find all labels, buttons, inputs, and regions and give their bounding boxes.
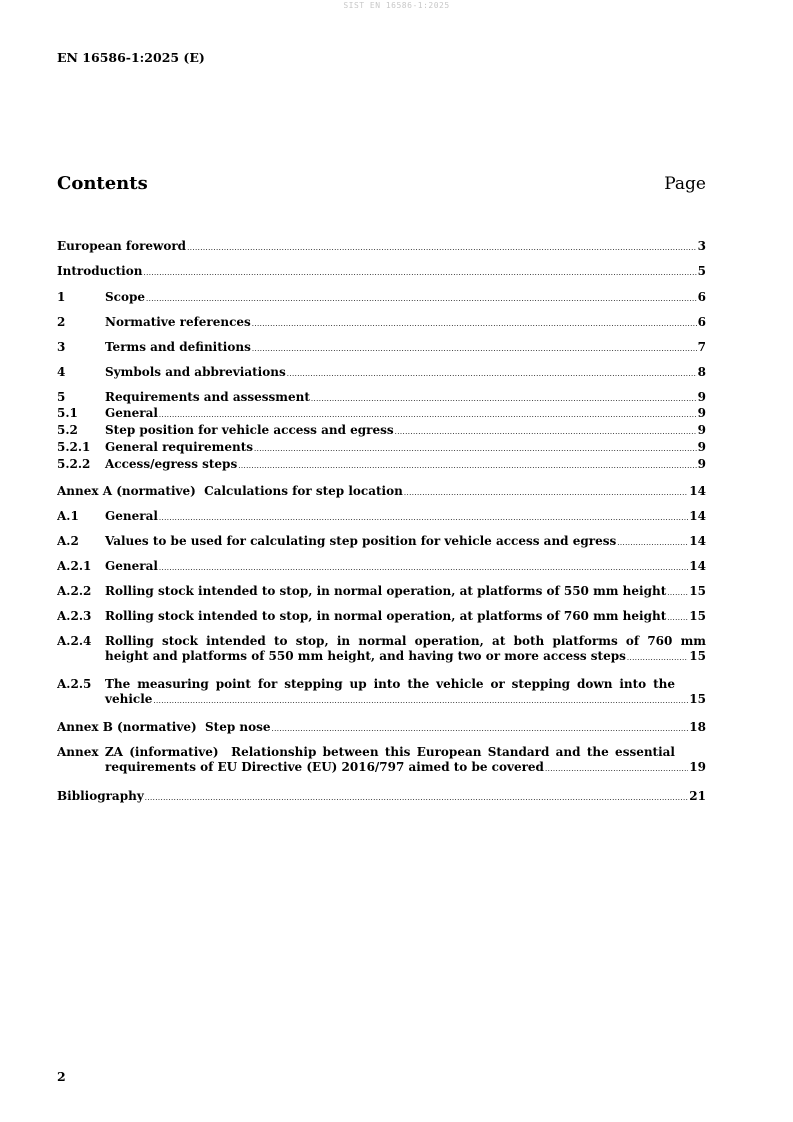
toc-entry-a-2-1-general[interactable] [57, 559, 706, 576]
toc-title-line-1: Rolling stock intended to stop, in normal operation, at both platforms of 760 mm [105, 634, 706, 648]
contents-header [57, 173, 706, 194]
toc-entry-a-1-general[interactable] [57, 509, 706, 526]
toc-page: 6 [697, 315, 706, 329]
toc-page: 9 [697, 457, 706, 471]
toc-leader-dots [252, 342, 697, 357]
toc-page: 14 [689, 534, 706, 548]
toc-title: Introduction [57, 264, 143, 278]
toc-title-line-2: requirements of EU Directive (EU) 2016/797 aimed to be covered [105, 760, 544, 774]
toc-page: 15 [689, 609, 706, 623]
toc-entry-normative-references[interactable] [57, 315, 706, 332]
toc-number: 5.1 [57, 406, 78, 420]
toc-number: 1 [57, 290, 66, 304]
toc-number: 5.2 [57, 423, 78, 437]
toc-title: European foreword [57, 239, 187, 253]
toc-page: 14 [689, 559, 706, 573]
toc-entry-a-2-4-both-platforms[interactable] [57, 634, 706, 666]
toc-number: 5.2.2 [57, 457, 91, 471]
toc-entry-general-5-1[interactable] [57, 406, 706, 423]
toc-leader-dots [146, 292, 697, 307]
toc-number: 5 [57, 390, 66, 404]
toc-number: 3 [57, 340, 66, 354]
toc-title: Annex B (normative) Step nose [57, 720, 271, 734]
toc-entry-a-2-3-platforms-760[interactable] [57, 609, 706, 626]
toc-title: Annex A (normative) Calculations for step location [57, 484, 403, 498]
toc-title: Scope [105, 290, 146, 304]
toc-title-line-1: The measuring point for stepping up into the vehicle or stepping down into the [105, 677, 675, 691]
toc-leader-dots [404, 486, 688, 501]
toc-entry-general-requirements[interactable] [57, 440, 706, 457]
toc-leader-dots [667, 611, 688, 626]
toc-title: Step position for vehicle access and egress [105, 423, 394, 437]
toc-leader-dots [252, 317, 697, 332]
toc-title: Values to be used for calculating step position for vehicle access and egress [105, 534, 617, 548]
toc-leader-dots [617, 536, 688, 551]
toc-leader-dots [153, 694, 688, 709]
toc-page: 6 [697, 290, 706, 304]
toc-page: 9 [697, 390, 706, 404]
toc-number: A.2.5 [57, 677, 92, 691]
toc-page: 19 [689, 760, 706, 774]
toc-leader-dots [159, 511, 688, 526]
toc-number: 5.2.1 [57, 440, 91, 454]
toc-number: A.1 [57, 509, 79, 523]
toc-title: Bibliography [57, 789, 144, 803]
toc-title: Terms and definitions [105, 340, 251, 354]
toc-leader-dots [311, 392, 697, 407]
toc-page: 14 [689, 484, 706, 498]
toc-entry-a-2-2-platforms-550[interactable] [57, 584, 706, 601]
toc-page: 9 [697, 423, 706, 437]
toc-title: Symbols and abbreviations [105, 365, 286, 379]
page-number: 2 [57, 1069, 66, 1084]
toc-entry-access-egress-steps[interactable] [57, 457, 706, 474]
toc-page: 5 [697, 264, 706, 278]
toc-title: Rolling stock intended to stop, in normal operation, at platforms of 760 mm height [105, 609, 667, 623]
watermark: SIST EN 16586-1:2025 [343, 1, 450, 10]
toc-entry-a-2-5-measuring-point[interactable] [57, 677, 706, 709]
toc-number: A.2.2 [57, 584, 92, 598]
toc-leader-dots [667, 586, 688, 601]
toc-entry-annex-a[interactable] [57, 484, 706, 501]
toc-page: 7 [697, 340, 706, 354]
toc-page: 18 [689, 720, 706, 734]
toc-title: Requirements and assessment [105, 390, 310, 404]
toc-leader-dots [287, 367, 697, 382]
toc-entry-introduction[interactable] [57, 264, 706, 281]
toc-title: General [105, 406, 158, 420]
toc-title: Normative references [105, 315, 251, 329]
toc-entry-requirements-and-assessment[interactable] [57, 390, 706, 407]
toc-page: 14 [689, 509, 706, 523]
toc-title-line-1: Annex ZA (informative) Relationship between this European Standard and the essential [57, 745, 675, 759]
toc-page: 3 [697, 239, 706, 253]
toc-entry-bibliography[interactable] [57, 789, 706, 806]
toc-leader-dots [159, 408, 697, 423]
toc-number: A.2.1 [57, 559, 92, 573]
toc-leader-dots [187, 241, 697, 256]
toc-leader-dots [145, 791, 689, 806]
toc-title: General [105, 559, 158, 573]
toc-leader-dots [254, 442, 697, 457]
toc-title-line-2: vehicle [105, 692, 153, 706]
toc-page: 15 [689, 584, 706, 598]
toc-entry-symbols-and-abbreviations[interactable] [57, 365, 706, 382]
document-id: EN 16586-1:2025 (E) [57, 50, 205, 65]
toc-number: A.2.4 [57, 634, 92, 648]
toc-page: 9 [697, 406, 706, 420]
toc-entry-annex-b[interactable] [57, 720, 706, 737]
toc-leader-dots [627, 651, 688, 666]
toc-leader-dots [545, 762, 688, 777]
toc-title-line-2: height and platforms of 550 mm height, and having two or more access steps [105, 649, 626, 663]
toc-number: A.2.3 [57, 609, 92, 623]
toc-page: 15 [689, 692, 706, 706]
toc-entry-step-position[interactable] [57, 423, 706, 440]
toc-leader-dots [238, 459, 696, 474]
toc-leader-dots [143, 266, 696, 281]
toc-entry-european-foreword[interactable] [57, 239, 706, 256]
toc-number: A.2 [57, 534, 79, 548]
toc-page: 15 [689, 649, 706, 663]
toc-leader-dots [395, 425, 697, 440]
toc-number: 4 [57, 365, 66, 379]
toc-page: 9 [697, 440, 706, 454]
toc-entry-terms-and-definitions[interactable] [57, 340, 706, 357]
toc-page: 8 [697, 365, 706, 379]
toc-entry-a-2-values[interactable] [57, 534, 706, 551]
toc-entry-scope[interactable] [57, 290, 706, 307]
toc-number: 2 [57, 315, 66, 329]
toc-leader-dots [159, 561, 688, 576]
toc-title: General [105, 509, 158, 523]
toc-leader-dots [272, 722, 689, 737]
toc-entry-annex-za[interactable] [57, 745, 706, 777]
toc-title: Access/egress steps [105, 457, 238, 471]
toc-page: 21 [689, 789, 706, 803]
toc-title: General requirements [105, 440, 254, 454]
contents-title: Contents [57, 173, 148, 194]
toc-title: Rolling stock intended to stop, in normal operation, at platforms of 550 mm height [105, 584, 667, 598]
page-column-label: Page [664, 174, 706, 194]
